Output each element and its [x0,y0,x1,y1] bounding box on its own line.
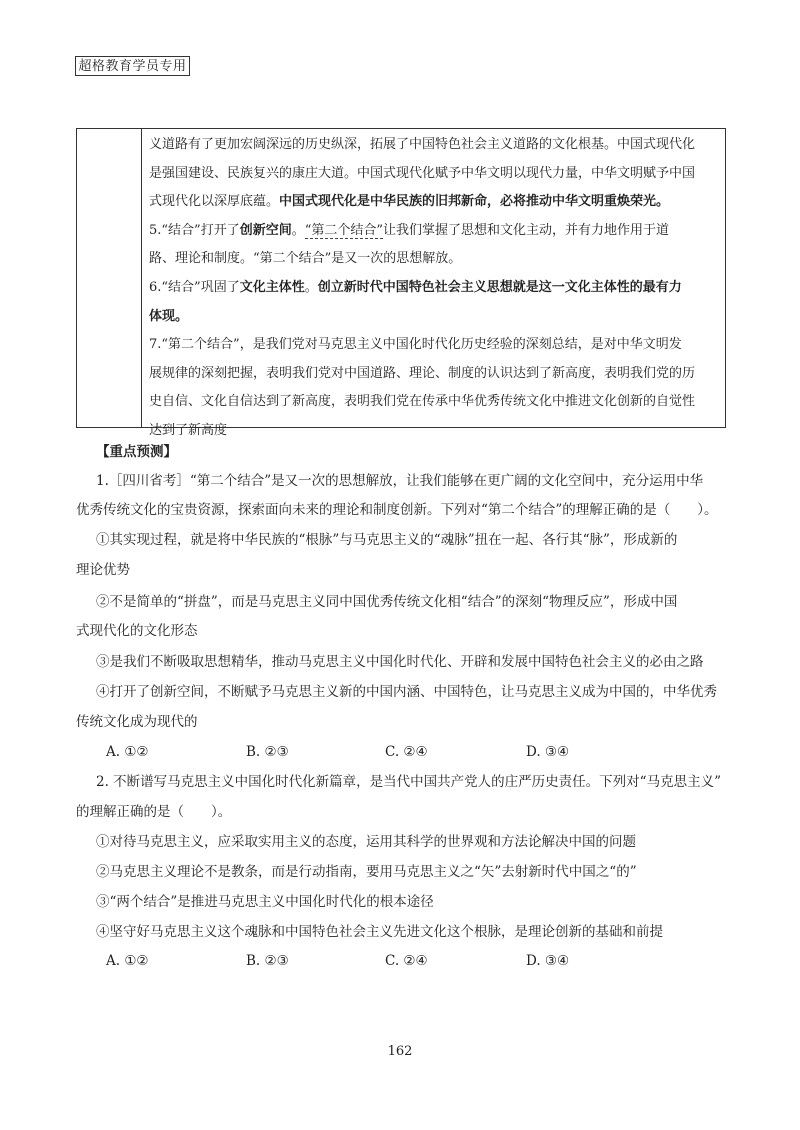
q1-option-b[interactable]: B. ②③ [246,744,289,760]
q2-stem-line2: 的理解正确的是（ ）。 [76,804,232,820]
table-line: 7.“第二个结合”，是我们党对马克思主义中国化时代化历史经验的深刻总结，是对中华文明发 [149,337,682,353]
table-left-cell [77,129,142,427]
q2-option-a[interactable]: A. ①② [106,953,149,969]
q1-statement-1-cont: 理论优势 [76,562,130,578]
q1-option-a[interactable]: A. ①② [106,744,149,760]
table-content [149,131,719,446]
q2-option-b[interactable]: B. ②③ [246,953,289,969]
table-line: 式现代化以深厚底蕴。中国式现代化是中华民族的旧邦新命，必将推动中华文明重焕荣光。 [149,194,670,210]
q1-statement-2-cont: 式现代化的文化形态 [76,623,198,639]
section-title: 【重点预测】 [96,444,177,460]
page-number: 162 [387,1044,413,1059]
q1-option-d[interactable]: D. ③④ [526,744,570,760]
q1-statement-4: ④打开了创新空间，不断赋予马克思主义新的中国内涵、中国特色，让马克思主义成为中国的，中华优秀 [96,684,717,700]
table-line: 展规律的深刻把握，表明我们党对中国道路、理论、制度的认识达到了新高度，表明我们党的历 [149,365,696,381]
q2-statement-2: ②马克思主义理论不是教条，而是行动指南，要用马克思主义之“矢”去射新时代中国之“的” [96,864,637,880]
table-line: 体现。 [149,308,189,324]
q1-statement-4-cont: 传统文化成为现代的 [76,714,198,730]
q2-option-d[interactable]: D. ③④ [526,953,570,969]
table-line: 6.“结合”巩固了文化主体性。创立新时代中国特色社会主义思想就是这一文化主体性的最有力 [149,279,682,295]
table-line: 路、理论和制度。“第二个结合”是又一次的思想解放。 [149,251,462,267]
q1-statement-3: ③是我们不断吸取思想精华，推动马克思主义中国化时代化、开辟和发展中国特色社会主义的必由之路 [96,654,704,670]
q1-stem-line2: 优秀传统文化的宝贵资源，探索面向未来的理论和制度创新。下列对“第二个结合”的理解正确的是（ ）。 [76,502,718,518]
q2-option-c[interactable]: C. ②④ [385,953,428,969]
table-line: 是强国建设、民族复兴的康庄大道。中国式现代化赋予中华文明以现代力量，中华文明赋予中国 [149,165,696,181]
q1-option-c[interactable]: C. ②④ [385,744,428,760]
table-line: 5.“结合”打开了创新空间。“第二个结合”让我们掌握了思想和文化主动，并有力地作用于道 [149,222,670,238]
q2-stem-line1: 2. 不断谱写马克思主义中国化时代化新篇章，是当代中国共产党人的庄严历史责任。下列对“马克思主义” [96,774,721,790]
summary-table [76,128,726,438]
q1-statement-2: ②不是简单的“拼盘”，而是马克思主义同中国优秀传统文化相“结合”的深刻“物理反应”，形成中国 [96,594,678,610]
q2-statement-1: ①对待马克思主义，应采取实用主义的态度，运用其科学的世界观和方法论解决中国的问题 [96,834,636,850]
table-line: 达到了新高度 [149,422,228,438]
table-line: 史自信、文化自信达到了新高度，表明我们党在传承中华优秀传统文化中推进文化创新的自觉性 [149,394,696,410]
table-line: 义道路有了更加宏阔深远的历史纵深，拓展了中国特色社会主义道路的文化根基。中国式现代化 [149,137,696,152]
q1-stem-line1: 1.［四川省考］“第二个结合”是又一次的思想解放，让我们能够在更广阔的文化空间中，充分运用中华 [96,473,704,489]
q1-statement-1: ①其实现过程，就是将中华民族的“根脉”与马克思主义的“魂脉”扭在一起、各行其“脉”，形成新的 [96,532,678,548]
q2-statement-4: ④坚守好马克思主义这个魂脉和中国特色社会主义先进文化这个根脉，是理论创新的基础和前提 [96,924,663,940]
header-badge: 超格教育学员专用 [75,56,190,76]
q2-statement-3: ③“两个结合”是推进马克思主义中国化时代化的根本途径 [96,894,434,910]
